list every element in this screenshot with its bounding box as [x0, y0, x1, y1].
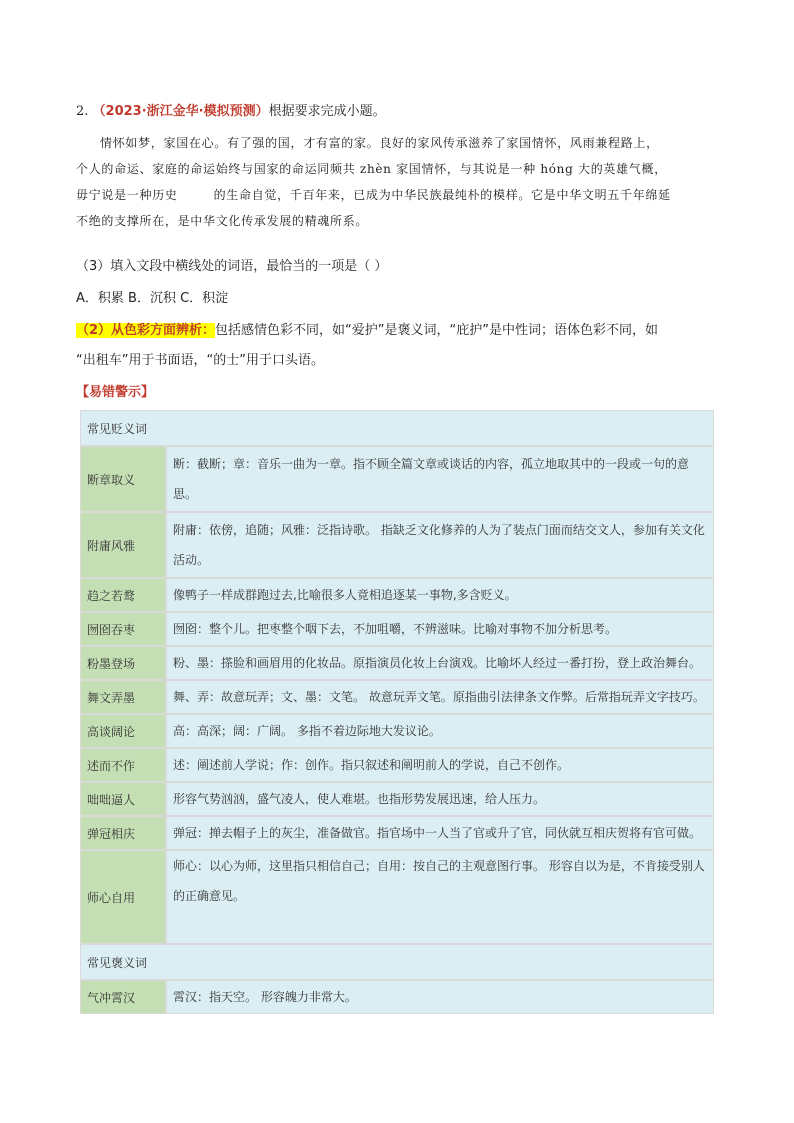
term-cell: 舞文弄墨 — [80, 680, 166, 714]
tip-line — [76, 322, 658, 340]
definition-cell: 高：高深；阔：广阔。 多指不着边际地大发议论。 — [166, 714, 714, 748]
section-header-commendatory: 常见褒义词 — [80, 944, 714, 980]
definition-cell — [166, 850, 714, 944]
term-cell: 附庸风雅 — [80, 512, 166, 578]
definition-cell: 粉、墨：搽脸和画眉用的化妆品。原指演员化妆上台演戏。比喻坏人经过一番打扮，登上政治舞台。 — [166, 646, 714, 680]
definition-cell: 像鸭子一样成群跑过去,比喻很多人竟相追逐某一事物,多含贬义。 — [166, 578, 714, 612]
definition-cell — [166, 446, 714, 512]
definition-cell: 舞、弄：故意玩弄；文、墨：文笔。 故意玩弄文笔。原指曲引法律条文作弊。后常指玩弄文字技巧。 — [166, 680, 714, 714]
passage-line: 情怀如梦，家国在心。有了强的国，才有富的家。良好的家风传承滋养了家国情怀，风雨兼程路上， — [100, 136, 659, 150]
word-table — [80, 410, 714, 1014]
definition-line: 活动。 — [173, 553, 210, 567]
tip-text-continued: “出租车”用于书面语，“的士”用于口头语。 — [76, 353, 324, 368]
passage — [76, 130, 736, 234]
definition-cell: 弹冠：掸去帽子上的灰尘，准备做官。指官场中一人当了官或升了官，同伙就互相庆贺将有官可做。 — [166, 816, 714, 850]
sub-question: （3）填入文段中横线处的词语，最恰当的一项是（ ） — [76, 259, 388, 274]
table-row — [80, 512, 714, 578]
table-row — [80, 714, 714, 748]
passage-line: 不绝的支撑所在，是中华文化传承发展的精魂所系。 — [76, 214, 369, 228]
table-section-row — [80, 410, 714, 446]
term-cell: 师心自用 — [80, 850, 166, 944]
definition-cell: 形容气势汹汹，盛气凌人，使人难堪。也指形势发展迅速，给人压力。 — [166, 782, 714, 816]
definition-line: 思。 — [173, 487, 198, 501]
table-section-row — [80, 944, 714, 980]
term-cell: 趋之若鹜 — [80, 578, 166, 612]
term-cell: 粉墨登场 — [80, 646, 166, 680]
term-cell: 囫囵吞枣 — [80, 612, 166, 646]
definition-line: 附庸：依傍，追随；风雅：泛指诗歌。 指缺乏文化修养的人为了装点门面而结交文人，参加有关文化 — [173, 523, 705, 537]
term-cell: 述而不作 — [80, 748, 166, 782]
question-source: （2023·浙江金华·模拟预测） — [92, 104, 269, 119]
definition-cell: 霄汉：指天空。 形容魄力非常大。 — [166, 980, 714, 1014]
term-cell: 断章取义 — [80, 446, 166, 512]
question-number: 2. — [76, 104, 89, 119]
question-instruction: 根据要求完成小题。 — [268, 104, 386, 119]
passage-line-part: 的生命自觉，千百年来，已成为中华民族最纯朴的模样。它是中华文明五千年绵延 — [213, 188, 671, 202]
term-cell: 高谈阔论 — [80, 714, 166, 748]
warning-title: 【易错警示】 — [76, 385, 155, 400]
term-cell: 咄咄逼人 — [80, 782, 166, 816]
table-row — [80, 680, 714, 714]
table-row — [80, 850, 714, 944]
question-heading — [76, 103, 386, 121]
passage-line: 个人的命运、家庭的命运始终与国家的命运同频共 zhèn 家国情怀，与其说是一种 hóng 大的英雄气概， — [76, 162, 667, 176]
passage-line-part: 毋宁说是一种历史 — [76, 188, 178, 202]
table-row — [80, 578, 714, 612]
table-row — [80, 748, 714, 782]
definition-line: 师心：以心为师，这里指只相信自己；自用：按自己的主观意图行事。 形容自以为是，不肯接受别人 — [173, 859, 705, 873]
definition-line: 断：截断；章：音乐一曲为一章。指不顾全篇文章或谈话的内容，孤立地取其中的一段或一句的意 — [173, 457, 690, 471]
table-row — [80, 446, 714, 512]
tip-label: （2）从色彩方面辨析： — [76, 323, 216, 338]
passage-line — [76, 182, 736, 208]
definition-cell: 囫囵：整个儿。把枣整个咽下去，不加咀嚼，不辨滋味。比喻对事物不加分析思考。 — [166, 612, 714, 646]
term-cell: 气冲霄汉 — [80, 980, 166, 1014]
table-row — [80, 782, 714, 816]
table-row — [80, 646, 714, 680]
term-cell: 弹冠相庆 — [80, 816, 166, 850]
table-row — [80, 980, 714, 1014]
table-row — [80, 816, 714, 850]
section-header-derogatory: 常见贬义词 — [80, 410, 714, 446]
tip-text: 包括感情色彩不同，如“爱护”是褒义词，“庇护”是中性词；语体色彩不同，如 — [215, 323, 658, 338]
table-row — [80, 612, 714, 646]
answer-options: A．积累 B．沉积 C．积淀 — [76, 291, 229, 306]
definition-line: 的正确意见。 — [173, 889, 246, 903]
definition-cell: 述：阐述前人学说；作：创作。指只叙述和阐明前人的学说，自己不创作。 — [166, 748, 714, 782]
definition-cell — [166, 512, 714, 578]
